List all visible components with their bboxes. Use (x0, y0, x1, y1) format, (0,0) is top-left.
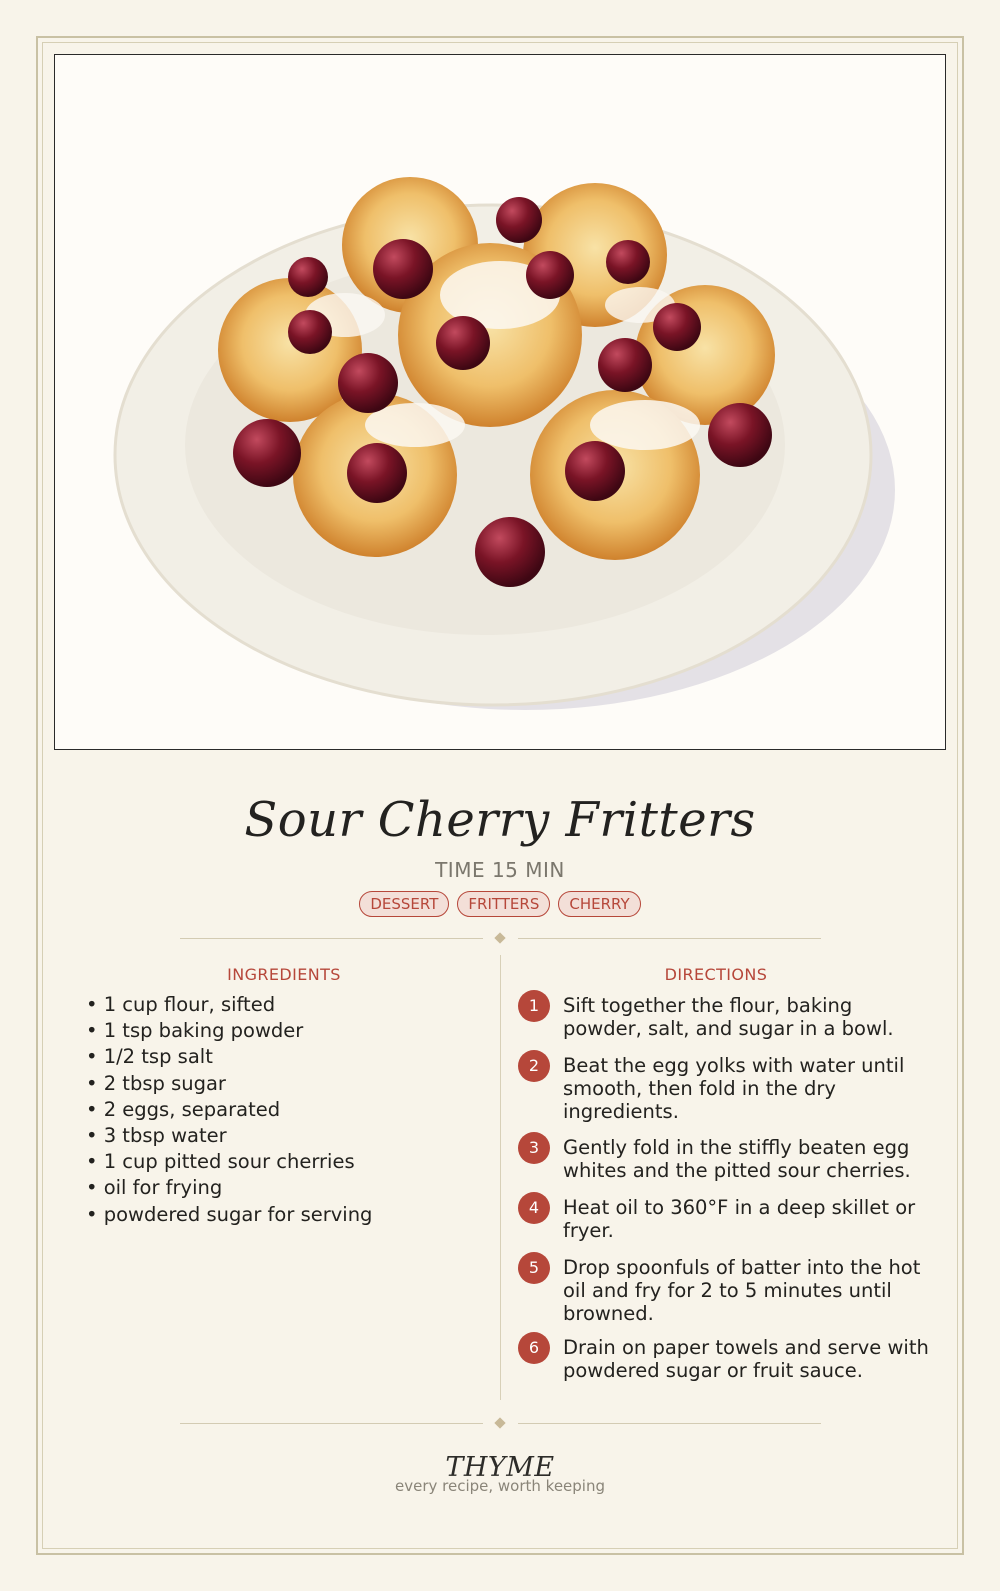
step-number-badge: 1 (518, 990, 550, 1022)
brand-tagline: every recipe, worth keeping (394, 1477, 605, 1495)
ingredient-item: • 1/2 tsp salt (86, 1045, 213, 1069)
step-text: Sift together the flour, baking powder, salt, and sugar in a bowl. (563, 994, 894, 1040)
ingredient-item: • 3 tbsp water (86, 1124, 227, 1148)
tag-fritters[interactable]: FRITTERS (457, 891, 550, 917)
step-text: Drop spoonfuls of batter into the hot oil and fry for 2 to 5 minutes until browned. (563, 1256, 921, 1325)
ingredient-item: • oil for frying (86, 1176, 223, 1200)
ingredient-list (86, 992, 372, 1228)
step-number-badge: 3 (518, 1132, 550, 1164)
step-number-badge: 5 (518, 1252, 550, 1284)
step-text: Gently fold in the stiffly beaten egg whites and the pitted sour cherries. (563, 1136, 911, 1182)
diamond-icon (494, 1417, 505, 1428)
recipe-time: TIME 15 MIN (435, 858, 565, 882)
ingredient-item: • powdered sugar for serving (86, 1202, 373, 1226)
top-divider (180, 933, 821, 945)
step-number-badge: 2 (518, 1050, 550, 1082)
bottom-divider (180, 1418, 821, 1430)
directions-heading: DIRECTIONS (664, 965, 768, 984)
ingredients-heading: INGREDIENTS (227, 965, 341, 984)
tag-list (0, 891, 1000, 917)
recipe-title: Sour Cherry Fritters (244, 792, 756, 848)
step-number-badge: 6 (518, 1332, 550, 1364)
step-text: Heat oil to 360°F in a deep skillet or fryer. (563, 1196, 916, 1242)
brand-logo-text: THYME (445, 1452, 555, 1483)
column-divider (500, 955, 501, 1400)
ingredient-item: • 2 tbsp sugar (86, 1071, 226, 1095)
ingredient-item: • 1 cup pitted sour cherries (86, 1150, 355, 1174)
diamond-icon (494, 932, 505, 943)
ingredient-item: • 1 cup flour, sifted (86, 993, 276, 1016)
step-number-badge: 4 (518, 1192, 550, 1224)
ingredient-item: • 2 eggs, separated (86, 1097, 281, 1121)
step-text: Beat the egg yolks with water until smooth, then fold in the dry ingredients. (563, 1054, 905, 1123)
step-text: Drain on paper towels and serve with powdered sugar or fruit sauce. (563, 1336, 929, 1382)
tag-cherry[interactable]: CHERRY (558, 891, 640, 917)
ingredient-item: • 1 tsp baking powder (86, 1019, 304, 1043)
tag-dessert[interactable]: DESSERT (359, 891, 449, 917)
recipe-photo (54, 54, 946, 750)
